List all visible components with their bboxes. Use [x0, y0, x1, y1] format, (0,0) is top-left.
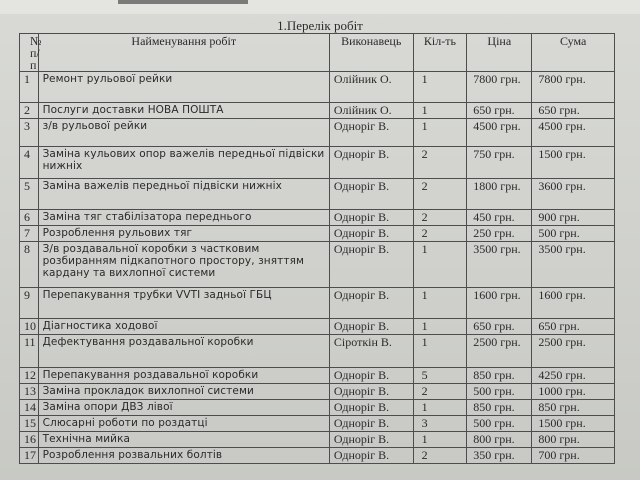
line-total: 700 грн. — [532, 448, 615, 464]
line-total: 1600 грн. — [532, 288, 615, 319]
document-title: 1.Перелік робіт — [277, 18, 363, 33]
work-name: Заміна опори ДВЗ лівої — [38, 400, 329, 416]
quantity: 1 — [413, 72, 467, 103]
row-number: 12 — [20, 368, 39, 384]
performer-name: Одноріг В. — [329, 319, 413, 335]
performer-name: Олійник О. — [329, 103, 413, 119]
work-name: З/в роздавальної коробки з частковим розбиранням підкапотного простору, зняттям кардану та вихлопної системи — [38, 242, 329, 288]
row-number: 10 — [20, 319, 39, 335]
work-name: Перепакування трубки VVTI задньої ГБЦ — [38, 288, 329, 319]
quantity: 1 — [413, 288, 467, 319]
quantity: 1 — [413, 335, 467, 368]
header-qty: Кіл-ть — [413, 34, 467, 72]
work-name: Слюсарні роботи по роздатці — [38, 416, 329, 432]
line-total: 1500 грн. — [532, 416, 615, 432]
quantity: 2 — [413, 448, 467, 464]
unit-price: 2500 грн. — [467, 335, 532, 368]
unit-price: 800 грн. — [467, 432, 532, 448]
line-total: 900 грн. — [532, 210, 615, 226]
table-row — [20, 448, 615, 464]
work-name: Заміна важелів передньої підвіски нижніх — [38, 179, 329, 210]
row-number: 3 — [20, 119, 39, 147]
unit-price: 1600 грн. — [467, 288, 532, 319]
quantity: 2 — [413, 384, 467, 400]
work-name: Заміна тяг стабілізатора переднього — [38, 210, 329, 226]
performer-name: Одноріг В. — [329, 226, 413, 242]
work-name: Послуги доставки НОВА ПОШТА — [38, 103, 329, 119]
table-row — [20, 335, 615, 368]
unit-price: 850 грн. — [467, 400, 532, 416]
table-row — [20, 416, 615, 432]
performer-name: Одноріг В. — [329, 368, 413, 384]
header-sum: Сума — [532, 34, 615, 72]
performer-name: Сіроткін В. — [329, 335, 413, 368]
line-total: 500 грн. — [532, 226, 615, 242]
work-name: Технічна мийка — [38, 432, 329, 448]
unit-price: 650 грн. — [467, 319, 532, 335]
row-number: 16 — [20, 432, 39, 448]
row-number: 1 — [20, 72, 39, 103]
row-number: 9 — [20, 288, 39, 319]
performer-name: Одноріг В. — [329, 416, 413, 432]
table-row — [20, 147, 615, 179]
row-number: 5 — [20, 179, 39, 210]
unit-price: 850 грн. — [467, 368, 532, 384]
unit-price: 1800 грн. — [467, 179, 532, 210]
table-row — [20, 242, 615, 288]
work-name: Дефектування роздавальної коробки — [38, 335, 329, 368]
row-number: 7 — [20, 226, 39, 242]
work-name: Розроблення розвальних болтів — [38, 448, 329, 464]
row-number: 14 — [20, 400, 39, 416]
line-total: 2500 грн. — [532, 335, 615, 368]
unit-price: 450 грн. — [467, 210, 532, 226]
line-total: 800 грн. — [532, 432, 615, 448]
page-top-mark — [118, 0, 248, 4]
table-row — [20, 103, 615, 119]
unit-price: 7800 грн. — [467, 72, 532, 103]
table-row — [20, 432, 615, 448]
work-name: Заміна прокладок вихлопної системи — [38, 384, 329, 400]
line-total: 3500 грн. — [532, 242, 615, 288]
table-row — [20, 384, 615, 400]
header-name: Найменування робіт — [38, 34, 329, 72]
unit-price: 500 грн. — [467, 384, 532, 400]
row-number: 6 — [20, 210, 39, 226]
quantity: 2 — [413, 179, 467, 210]
performer-name: Одноріг В. — [329, 147, 413, 179]
table-row — [20, 226, 615, 242]
unit-price: 650 грн. — [467, 103, 532, 119]
table-row — [20, 179, 615, 210]
quantity: 3 — [413, 416, 467, 432]
line-total: 1000 грн. — [532, 384, 615, 400]
work-name: Заміна кульових опор важелів передньої підвіски нижніх — [38, 147, 329, 179]
header-num: № п/п — [20, 34, 39, 72]
work-name: Перепакування роздавальної коробки — [38, 368, 329, 384]
page-top-strip — [0, 0, 640, 14]
table-row — [20, 368, 615, 384]
work-name: Ремонт рульової рейки — [38, 72, 329, 103]
performer-name: Одноріг В. — [329, 242, 413, 288]
unit-price: 350 грн. — [467, 448, 532, 464]
table-row — [20, 288, 615, 319]
performer-name: Одноріг В. — [329, 119, 413, 147]
works-table — [19, 33, 615, 464]
header-performer: Виконавець — [329, 34, 413, 72]
row-number: 2 — [20, 103, 39, 119]
table-header-row — [20, 34, 615, 72]
quantity: 1 — [413, 432, 467, 448]
quantity: 2 — [413, 226, 467, 242]
performer-name: Олійник О. — [329, 72, 413, 103]
line-total: 7800 грн. — [532, 72, 615, 103]
work-name: Діагностика ходової — [38, 319, 329, 335]
row-number: 4 — [20, 147, 39, 179]
table-row — [20, 210, 615, 226]
performer-name: Одноріг В. — [329, 288, 413, 319]
header-price: Ціна — [467, 34, 532, 72]
performer-name: Одноріг В. — [329, 384, 413, 400]
unit-price: 3500 грн. — [467, 242, 532, 288]
performer-name: Одноріг В. — [329, 432, 413, 448]
row-number: 11 — [20, 335, 39, 368]
quantity: 2 — [413, 210, 467, 226]
unit-price: 4500 грн. — [467, 119, 532, 147]
quantity: 5 — [413, 368, 467, 384]
quantity: 1 — [413, 119, 467, 147]
performer-name: Одноріг В. — [329, 448, 413, 464]
table-row — [20, 319, 615, 335]
table-row — [20, 400, 615, 416]
unit-price: 500 грн. — [467, 416, 532, 432]
line-total: 4500 грн. — [532, 119, 615, 147]
line-total: 3600 грн. — [532, 179, 615, 210]
row-number: 15 — [20, 416, 39, 432]
quantity: 1 — [413, 400, 467, 416]
line-total: 4250 грн. — [532, 368, 615, 384]
quantity: 1 — [413, 319, 467, 335]
row-number: 8 — [20, 242, 39, 288]
quantity: 1 — [413, 242, 467, 288]
performer-name: Одноріг В. — [329, 210, 413, 226]
work-name: з/в рульової рейки — [38, 119, 329, 147]
table-row — [20, 119, 615, 147]
line-total: 1500 грн. — [532, 147, 615, 179]
line-total: 650 грн. — [532, 319, 615, 335]
line-total: 650 грн. — [532, 103, 615, 119]
unit-price: 750 грн. — [467, 147, 532, 179]
row-number: 13 — [20, 384, 39, 400]
row-number: 17 — [20, 448, 39, 464]
quantity: 1 — [413, 103, 467, 119]
performer-name: Одноріг В. — [329, 400, 413, 416]
line-total: 850 грн. — [532, 400, 615, 416]
unit-price: 250 грн. — [467, 226, 532, 242]
work-name: Розроблення рульових тяг — [38, 226, 329, 242]
table-row — [20, 72, 615, 103]
performer-name: Одноріг В. — [329, 179, 413, 210]
quantity: 2 — [413, 147, 467, 179]
